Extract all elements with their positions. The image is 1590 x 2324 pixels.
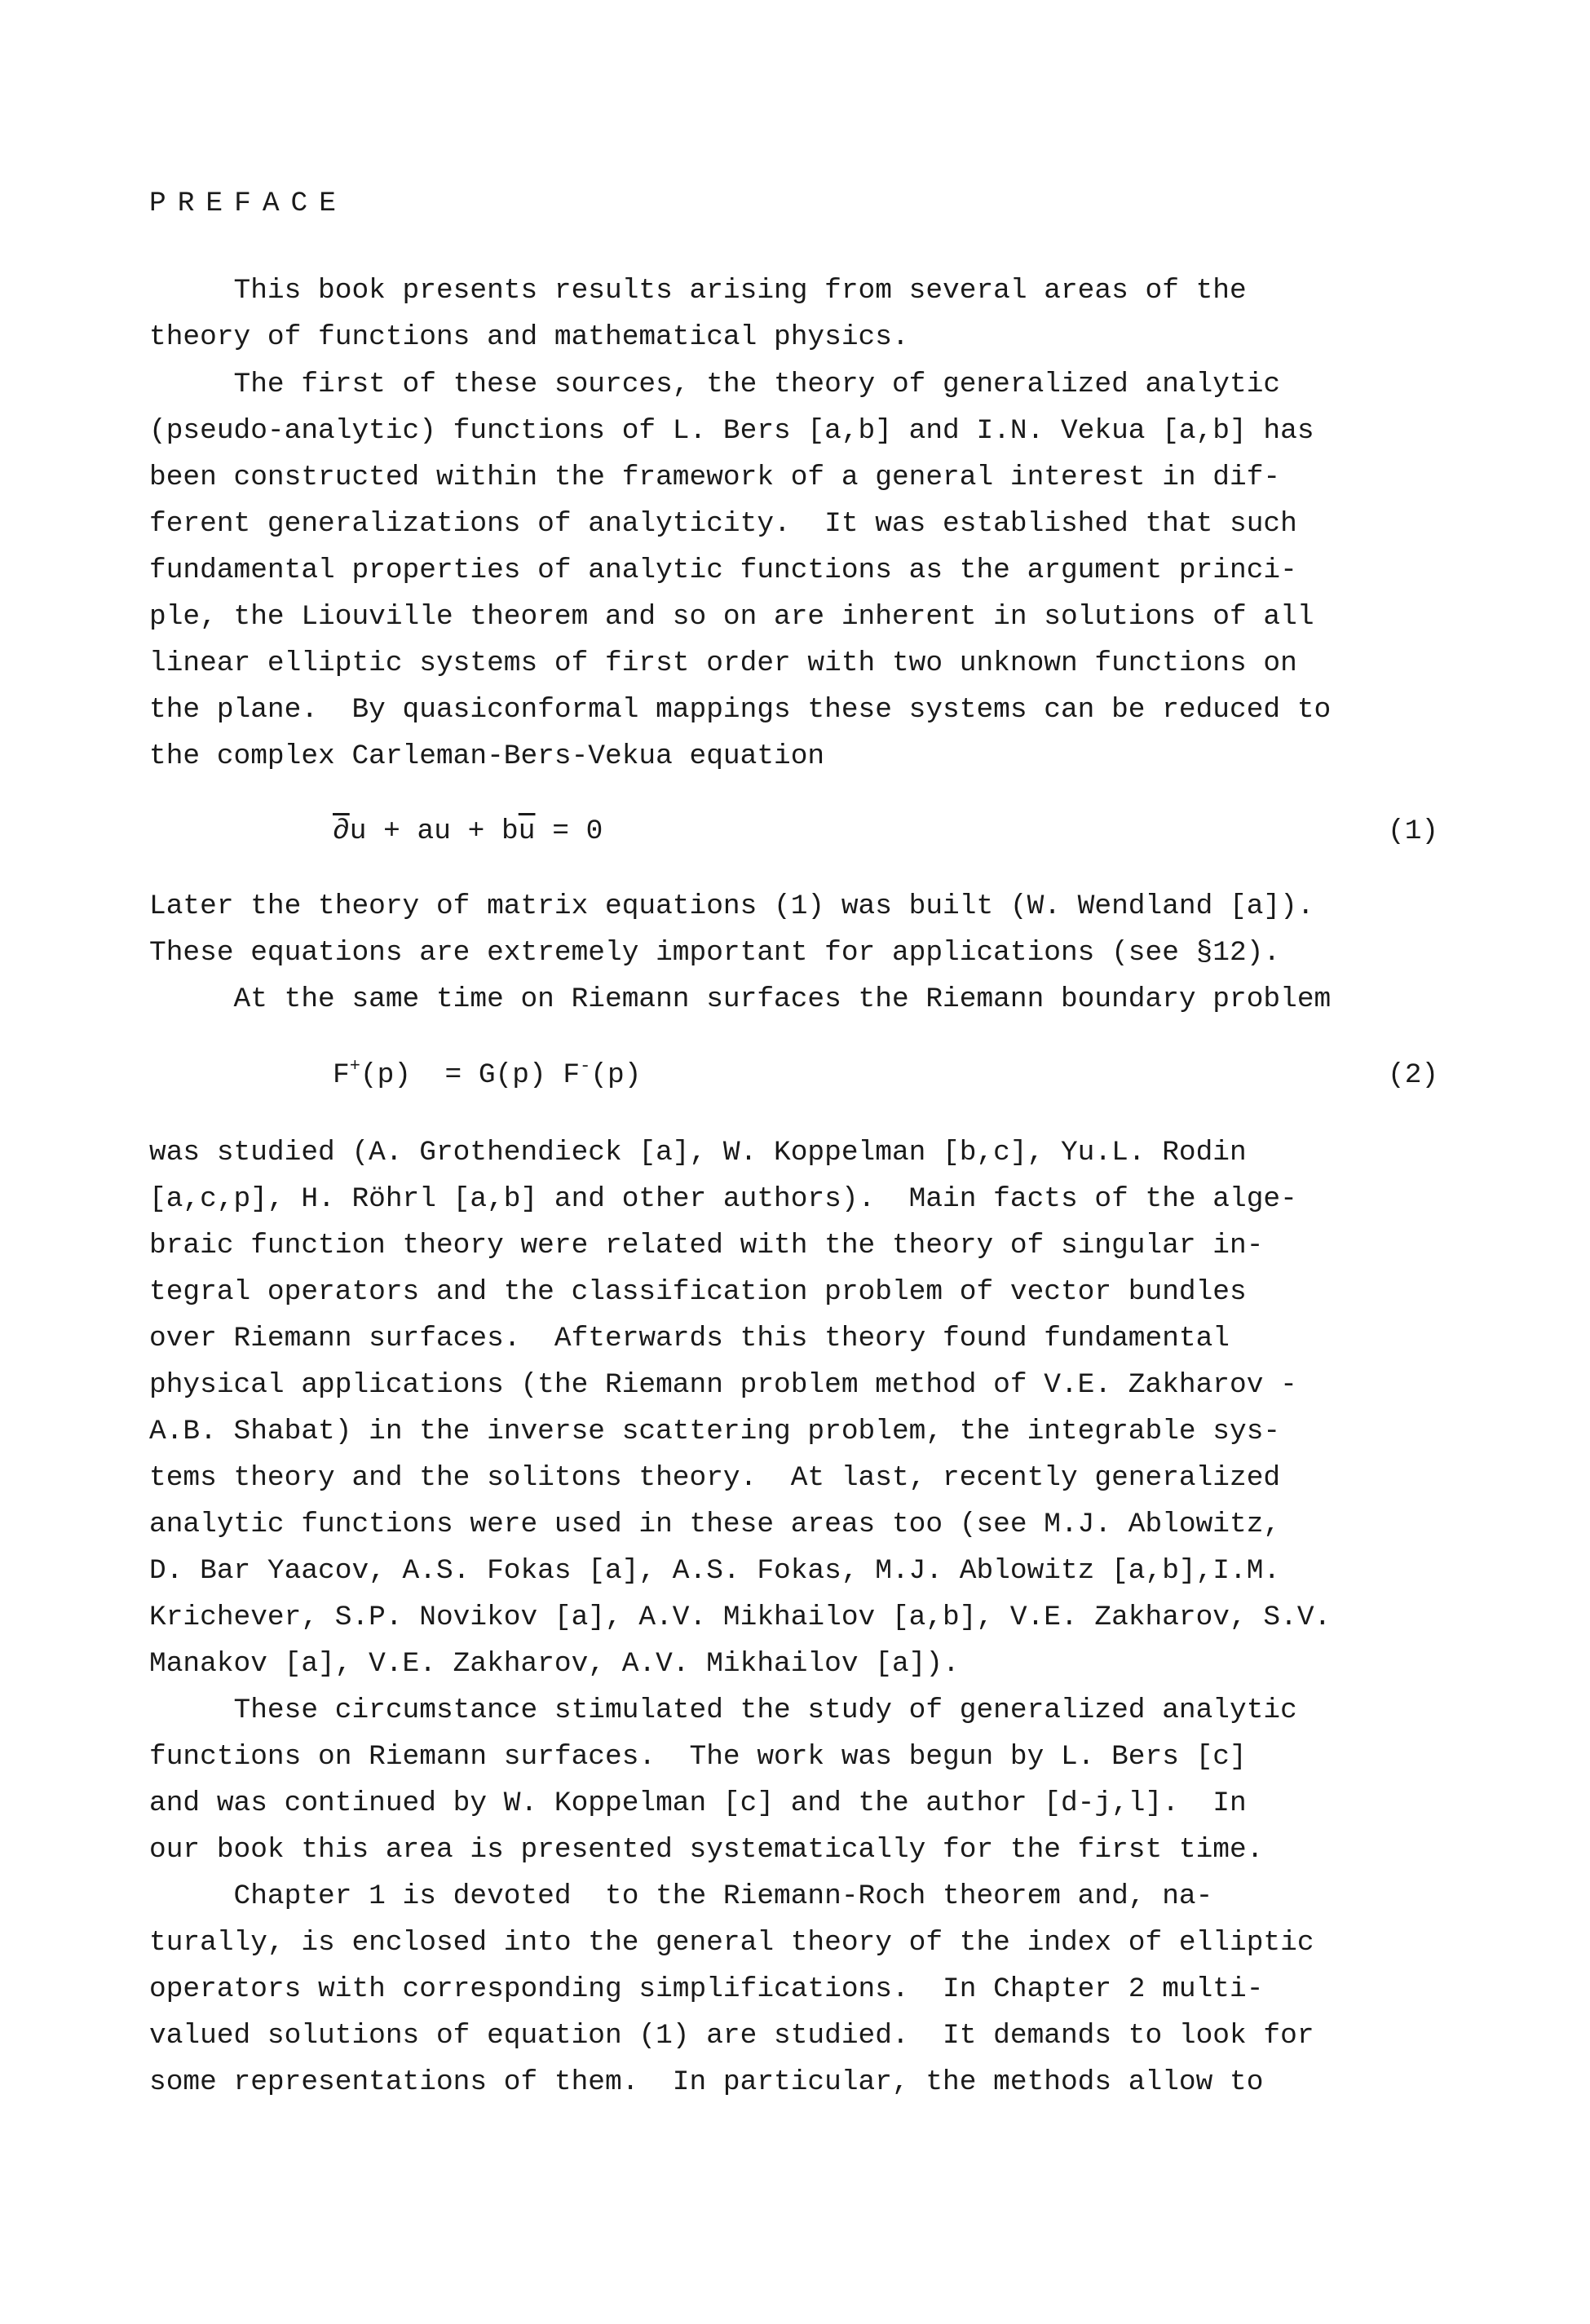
equation-1 [333,815,603,847]
equation-1-number: (1) [1388,815,1439,847]
text-line: valued solutions of equation (1) are studied. It demands to look for [149,2020,1314,2052]
text-line: At the same time on Riemann surfaces the Riemann boundary problem [149,983,1332,1015]
text-line: These equations are extremely important for applications (see §12). [149,937,1281,969]
text-line: Chapter 1 is devoted to the Riemann-Roch theorem and, na- [149,1880,1213,1912]
equation-1-dbar: ∂ [333,815,350,847]
text-line: This book presents results arising from several areas of the [149,275,1247,307]
text-line: ple, the Liouville theorem and so on are inherent in solutions of all [149,601,1314,633]
text-line: fundamental properties of analytic functions as the argument princi- [149,554,1297,586]
equation-2-F: F [333,1059,350,1091]
text-line: A.B. Shabat) in the inverse scattering problem, the integrable sys- [149,1416,1281,1447]
equation-2-mid: (p) = G(p) F [360,1059,581,1091]
text-line: operators with corresponding simplifications. In Chapter 2 multi- [149,1973,1264,2005]
text-line: Later the theory of matrix equations (1) was built (W. Wendland [a]). [149,890,1314,922]
text-line: braic function theory were related with the theory of singular in- [149,1230,1264,1261]
text-line: [a,c,p], H. Röhrl [a,b] and other authors). Main facts of the alge- [149,1183,1297,1215]
equation-2-minus: - [580,1056,591,1076]
text-line: D. Bar Yaacov, A.S. Fokas [a], A.S. Fokas, M.J. Ablowitz [a,b],I.M. [149,1555,1281,1587]
text-line: the plane. By quasiconformal mappings these systems can be reduced to [149,694,1332,726]
text-line: tegral operators and the classification problem of vector bundles [149,1276,1247,1308]
equation-1-ubar: $\overline{u}$ [518,815,536,847]
text-line: and was continued by W. Koppelman [c] and the author [d-j,l]. In [149,1787,1247,1819]
equation-2-plus: + [349,1056,360,1076]
equation-2-end: (p) [590,1059,642,1091]
text-line: our book this area is presented systematically for the first time. [149,1834,1264,1866]
text-line: analytic functions were used in these areas too (see M.J. Ablowitz, [149,1509,1281,1540]
equation-2 [333,1056,642,1091]
text-line: Krichever, S.P. Novikov [a], A.V. Mikhailov [a,b], V.E. Zakharov, S.V. [149,1602,1332,1633]
text-line: The first of these sources, the theory of generalized analytic [149,369,1281,400]
page-title: PREFACE [149,188,347,219]
text-line: been constructed within the framework of a general interest in dif- [149,462,1281,493]
equation-2-number: (2) [1388,1059,1439,1091]
text-line: functions on Riemann surfaces. The work was begun by L. Bers [c] [149,1741,1247,1773]
text-line: physical applications (the Riemann problem method of V.E. Zakharov - [149,1369,1297,1401]
text-line: (pseudo-analytic) functions of L. Bers [a,b] and I.N. Vekua [a,b] has [149,415,1314,447]
equation-1-terms: u + au + b [349,815,519,847]
text-line: Manakov [a], V.E. Zakharov, A.V. Mikhailov [a]). [149,1648,960,1680]
text-line: theory of functions and mathematical physics. [149,321,909,353]
text-line: tems theory and the solitons theory. At last, recently generalized [149,1462,1281,1494]
text-line: the complex Carleman-Bers-Vekua equation [149,740,825,772]
text-line: turally, is enclosed into the general theory of the index of elliptic [149,1927,1314,1959]
text-line: ferent generalizations of analyticity. It was established that such [149,508,1297,540]
text-line: linear elliptic systems of first order with two unknown functions on [149,647,1297,679]
text-line: some representations of them. In particular, the methods allow to [149,2066,1264,2098]
text-line: over Riemann surfaces. Afterwards this theory found fundamental [149,1323,1230,1354]
text-line: These circumstance stimulated the study of generalized analytic [149,1694,1297,1726]
equation-1-rhs: = 0 [535,815,603,847]
text-line: was studied (A. Grothendieck [a], W. Koppelman [b,c], Yu.L. Rodin [149,1137,1247,1169]
